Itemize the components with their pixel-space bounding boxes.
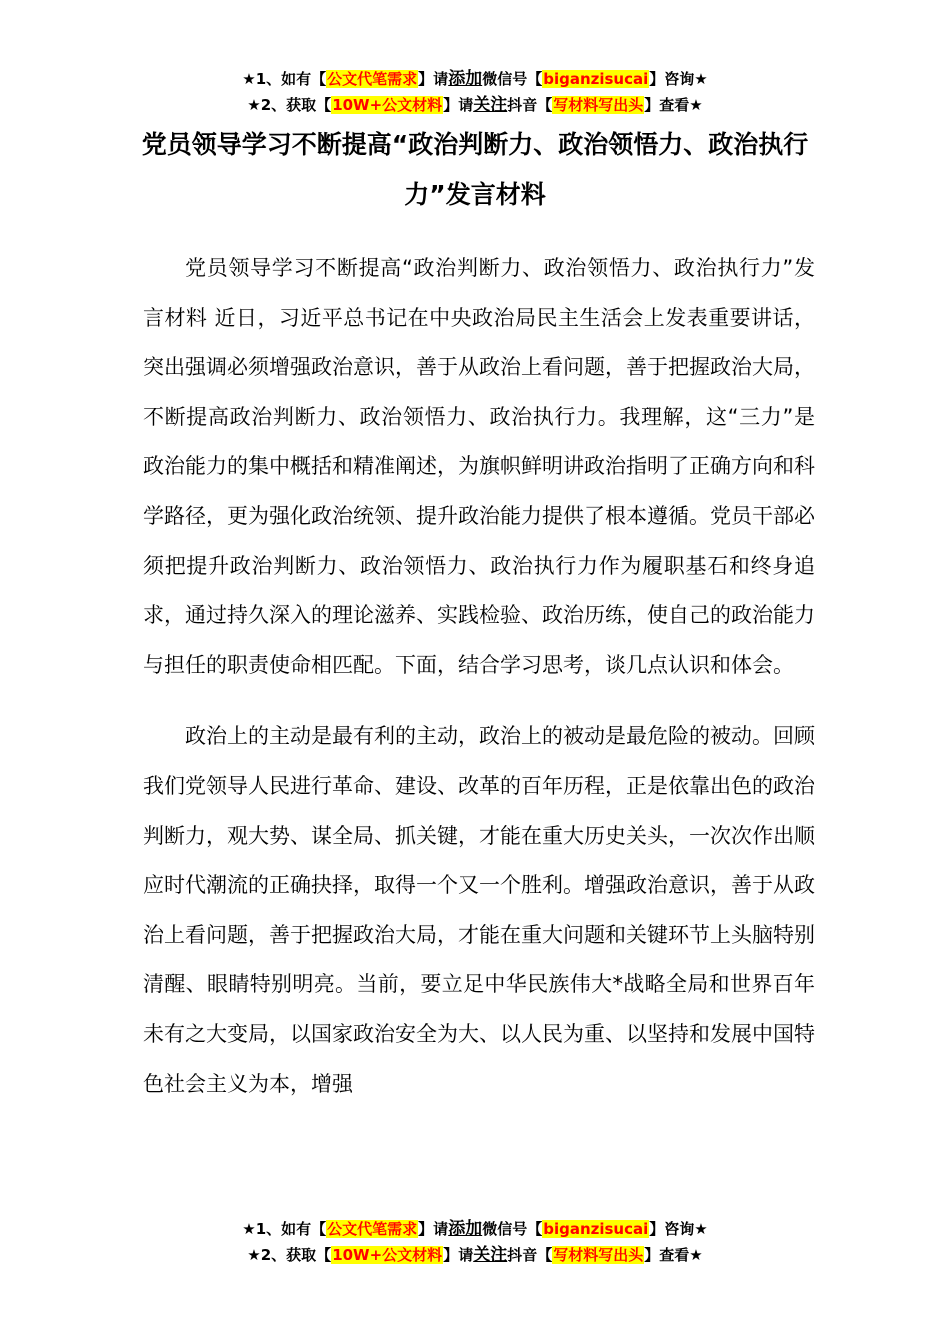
banner-text: ★1、如有【 bbox=[242, 1220, 327, 1238]
banner-text: 微信号【 bbox=[482, 70, 543, 88]
banner-text: 】咨询★ bbox=[649, 1220, 708, 1238]
emphasis-text: 关注 bbox=[473, 95, 508, 115]
highlight-text: 10W+公文材料 bbox=[332, 1246, 443, 1264]
banner-text: 】请 bbox=[443, 96, 474, 114]
banner-line-2 bbox=[0, 1242, 950, 1268]
highlight-text: 写材料写出头 bbox=[553, 1246, 644, 1264]
header-banner bbox=[0, 66, 950, 118]
banner-line-1 bbox=[0, 66, 950, 92]
banner-text: ★2、获取【 bbox=[247, 96, 332, 114]
highlight-text: 10W+公文材料 bbox=[332, 96, 443, 114]
highlight-text: 公文代笔需求 bbox=[327, 70, 418, 88]
banner-text: 】查看★ bbox=[644, 96, 703, 114]
highlight-text: biganzisucai bbox=[543, 1220, 649, 1238]
highlight-text: biganzisucai bbox=[543, 70, 649, 88]
banner-text: ★2、获取【 bbox=[247, 1246, 332, 1264]
emphasis-text: 关注 bbox=[473, 1245, 508, 1265]
paragraph: 党员领导学习不断提高“政治判断力、政治领悟力、政治执行力”发言材料 近日，习近平总书记在中央政治局民主生活会上发表重要讲话，突出强调必须增强政治意识，善于从政治上看问题，善于把握政治大局，不断提高政治判断力、政治领悟力、政治执行力。我理解，这“三力”是政治能力的集中概括和精准阐述，为旗帜鲜明讲政治指明了正确方向和科学路径，更为强化政治统领、提升政治能力提供了根本遵循。党员干部必须把提升政治判断力、政治领悟力、政治执行力作为履职基石和终身追求，通过持久深入的理论滋养、实践检验、政治历练，使自己的政治能力与担任的职责使命相匹配。下面，结合学习思考，谈几点认识和体会。 bbox=[143, 256, 815, 677]
banner-text: 抖音【 bbox=[507, 96, 553, 114]
banner-text: 】查看★ bbox=[644, 1246, 703, 1264]
banner-line-1 bbox=[0, 1216, 950, 1242]
banner-line-2 bbox=[0, 92, 950, 118]
banner-text: 】请 bbox=[418, 70, 449, 88]
highlight-text: 写材料写出头 bbox=[553, 96, 644, 114]
footer-banner bbox=[0, 1216, 950, 1268]
banner-text: 微信号【 bbox=[482, 1220, 543, 1238]
paragraph: 政治上的主动是最有利的主动，政治上的被动是最危险的被动。回顾我们党领导人民进行革命、建设、改革的百年历程，正是依靠出色的政治判断力，观大势、谋全局、抓关键，才能在重大历史关头，一次次作出顺应时代潮流的正确抉择，取得一个又一个胜利。增强政治意识，善于从政治上看问题，善于把握政治大局，才能在重大问题和关键环节上头脑特别清醒、眼睛特别明亮。当前，要立足中华民族伟大*战略全局和世界百年未有之大变局，以国家政治安全为大、以人民为重、以坚持和发展中国特色社会主义为本，增强 bbox=[143, 724, 815, 1096]
banner-text: ★1、如有【 bbox=[242, 70, 327, 88]
emphasis-text: 添加 bbox=[448, 69, 483, 89]
banner-text: 】请 bbox=[443, 1246, 474, 1264]
document-title: 党员领导学习不断提高“政治判断力、政治领悟力、政治执行力”发言材料 bbox=[141, 130, 809, 209]
emphasis-text: 添加 bbox=[448, 1219, 483, 1239]
banner-text: 】请 bbox=[418, 1220, 449, 1238]
banner-text: 抖音【 bbox=[507, 1246, 553, 1264]
banner-text: 】咨询★ bbox=[649, 70, 708, 88]
highlight-text: 公文代笔需求 bbox=[327, 1220, 418, 1238]
document-body bbox=[143, 244, 815, 1109]
